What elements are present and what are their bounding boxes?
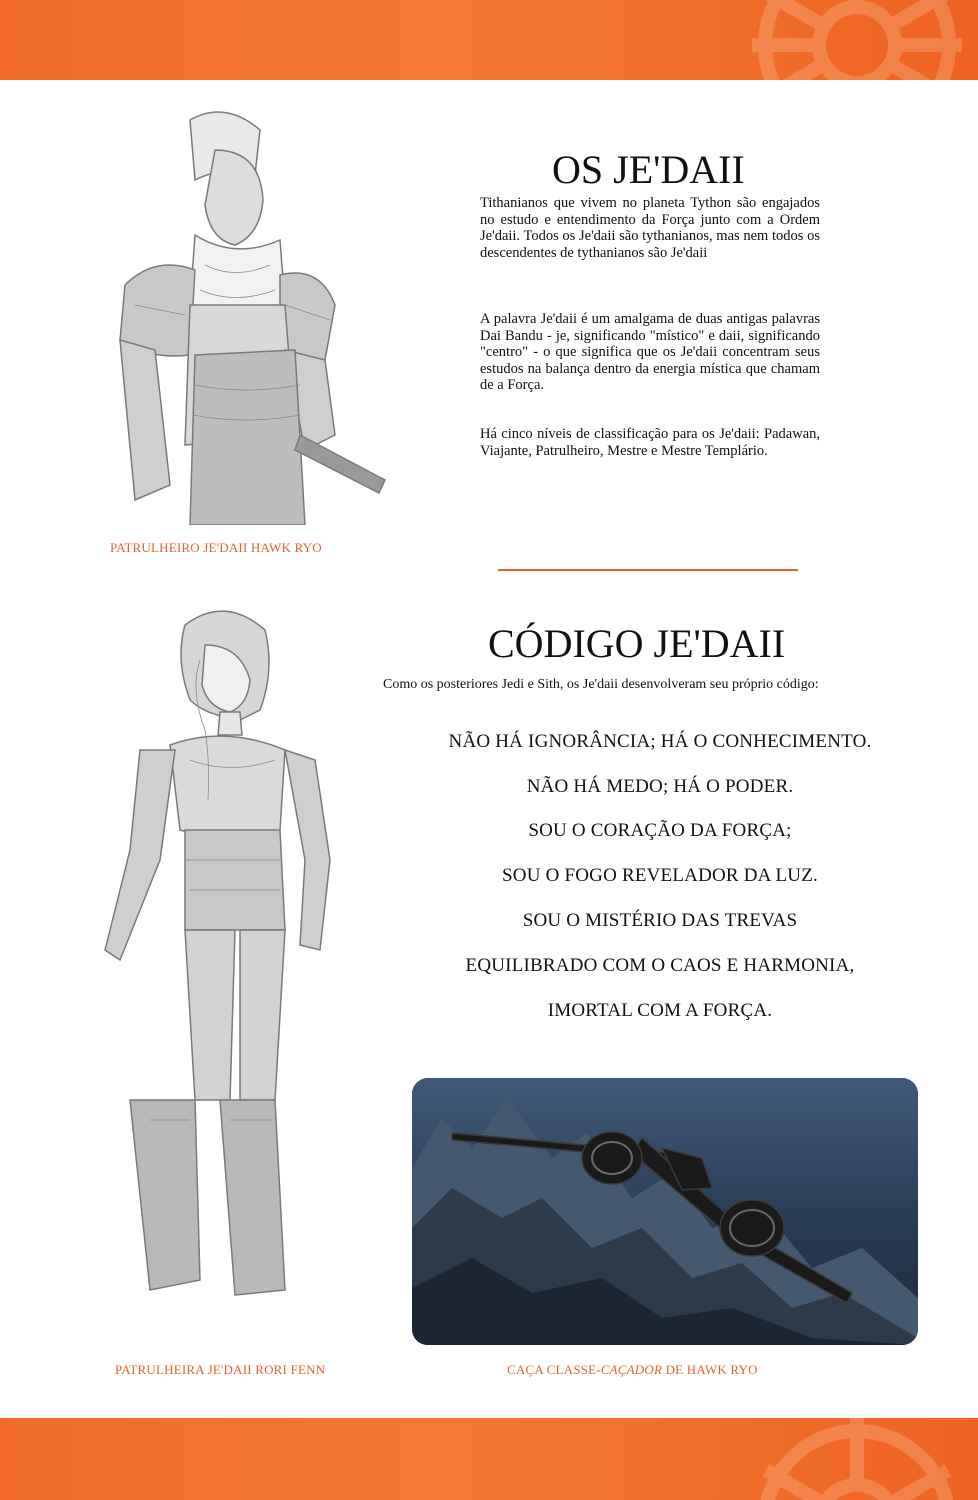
code-line-3: SOU O CORAÇÃO DA FORÇA; <box>528 820 792 841</box>
imperial-cog-emblem-icon <box>742 1418 972 1500</box>
code-line-2: NÃO HÁ MEDO; HÁ O PODER. <box>526 776 794 797</box>
code-line-7: IMORTAL COM A FORÇA. <box>547 1000 773 1021</box>
jedaii-paragraph-1: Tithanianos que vivem no planeta Tython são engajados no estudo e entendimento da Força junto com a Ordem Je'daii. Todos os Je'daii são tythanianos, mas nem todos os descendentes de tythanianos são Je'daii <box>480 195 820 261</box>
ship-caption <box>507 1362 758 1378</box>
top-decorative-band <box>0 0 978 80</box>
hawk-ryo-sketch <box>95 105 395 525</box>
jedaii-paragraph-3: Há cinco níveis de classificação para os Je'daii: Padawan, Viajante, Patrulheiro, Mestre e Mestre Templário. <box>480 426 820 459</box>
hawk-ryo-caption: PATRULHEIRO JE'DAII HAWK RYO <box>110 540 322 555</box>
cacador-fighter-illustration <box>412 1078 918 1345</box>
code-line-1: NÃO HÁ IGNORÂNCIA; HÁ O CONHECIMENTO. <box>448 731 872 752</box>
ship-caption-prefix: CAÇA CLASSE- <box>507 1362 601 1377</box>
imperial-cog-emblem-icon <box>742 0 972 80</box>
codigo-title: CÓDIGO JE'DAII <box>488 621 786 666</box>
bottom-decorative-band <box>0 1418 978 1500</box>
ship-caption-suffix: DE HAWK RYO <box>662 1362 758 1377</box>
code-line-5: SOU O MISTÉRIO DAS TREVAS <box>522 910 798 931</box>
rori-fenn-sketch <box>90 600 370 1320</box>
code-line-6: EQUILIBRADO COM O CAOS E HARMONIA, <box>465 955 855 976</box>
rori-fenn-caption: PATRULHEIRA JE'DAII RORI FENN <box>115 1362 326 1377</box>
jedaii-paragraph-2: A palavra Je'daii é um amalgama de duas antigas palavras Dai Bandu - je, significando "místico" e daii, significando "centro" - o que significa que os Je'daii concentram seus estudos na balança dentro da energia mística que chamam de a Força. <box>480 311 820 393</box>
section-divider <box>498 569 798 571</box>
ship-caption-italic: CAÇADOR <box>600 1362 663 1377</box>
jedaii-title: OS JE'DAII <box>552 147 745 192</box>
codigo-intro: Como os posteriores Jedi e Sith, os Je'daii desenvolveram seu próprio código: <box>383 677 819 692</box>
code-line-4: SOU O FOGO REVELADOR DA LUZ. <box>502 865 818 886</box>
ship-scene-art <box>412 1078 918 1345</box>
